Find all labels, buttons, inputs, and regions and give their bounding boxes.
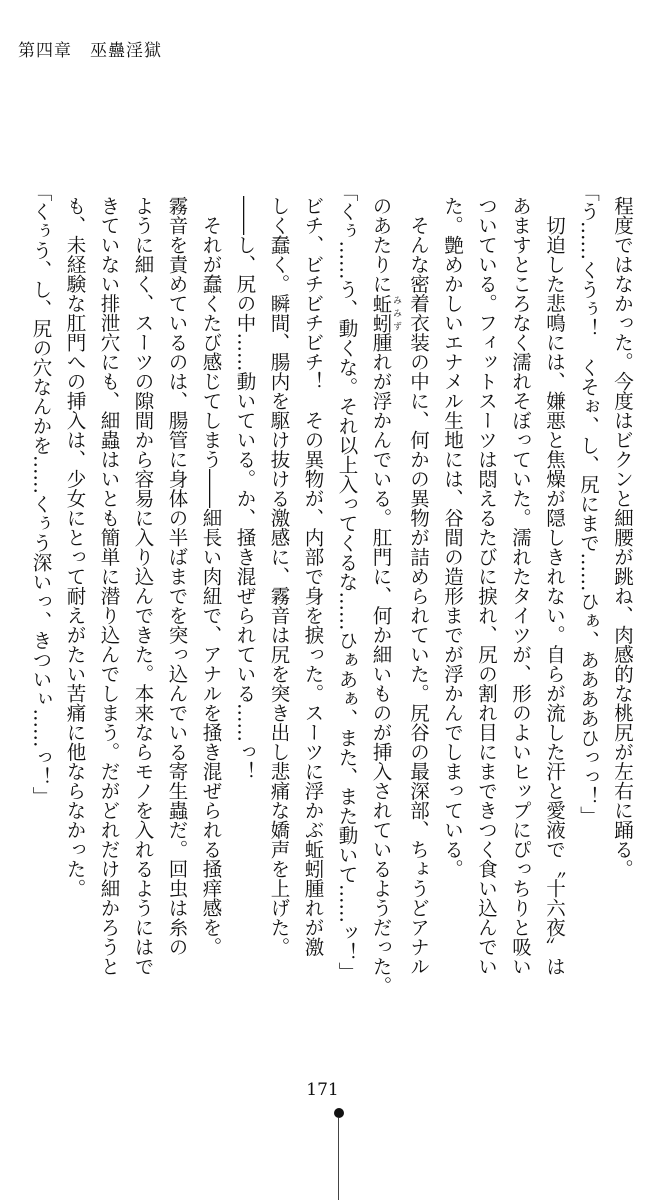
text-column: そんな密着衣装の中に、何かの異物が詰められていた。尻谷の最深部、ちょうどアナル	[407, 196, 430, 976]
text-column: た。艶めかしいエナメル生地には、谷間の造形までが浮かんでしまっている。	[441, 196, 464, 879]
ruby-reading: みみず	[391, 293, 401, 333]
page-number: 171	[306, 1080, 339, 1100]
text-column: あますところなく濡れそぼっていた。濡れたタイツが、形のよいヒップにぴっちりと吸い	[509, 196, 532, 976]
ruby-base: 蚯蚓	[369, 293, 393, 333]
text-column: ように細く、スーツの隙間から容易に入り込んできた。本来ならモノを入れるようにはで	[131, 196, 155, 976]
running-head-chapter-title: 第四章 巫蠱淫獄	[18, 41, 162, 61]
body-text	[24, 182, 640, 996]
text-column: きていない排泄穴にも、細蟲はいとも簡単に潜り込んでしまう。だがどれだけ細かろうと	[97, 196, 121, 976]
text-column: も、未経験な肛門への挿入は、少女にとって耐えがたい苦痛に他ならなかった。	[63, 196, 87, 898]
text-column: 切迫した悲鳴には、嫌悪と焦燥が隠しきれない。自らが流した汗と愛液で〝十六夜〟は	[543, 196, 566, 976]
text-column: 「くぅ……う、動くな。それ以上入ってくるな……ひぁあぁ、また、また動いて……ッ！」	[335, 182, 359, 982]
folio-line-ornament	[338, 1118, 339, 1200]
text-segment: のあたりに	[369, 196, 393, 294]
text-segment: 腫れが浮かんでいる。肛門に、何か細いものが挿入されているようだった。	[369, 332, 393, 996]
text-column: 「くぅう、し、尻の穴なんかを……くぅう深いっ、きついぃ……っ！」	[29, 182, 53, 806]
text-column: ついている。フィットスーツは悶えるたびに捩れ、尻の割れ目にまできつく食い込んでい	[475, 196, 498, 976]
text-column: 霧音を責めているのは、腸管に身体の半ばまでを突っ込んでいる寄生蟲だ。回虫は糸の	[165, 196, 189, 957]
text-column: それが蠢くたび感じてしまう――細長い肉紐で、アナルを掻き混ぜられる掻痒感を。	[199, 196, 223, 957]
text-column: ――し、尻の中……動いている。か、掻き混ぜられている……っ！	[233, 196, 257, 781]
text-column-with-ruby	[364, 196, 402, 996]
folio-dot-ornament	[334, 1108, 344, 1118]
text-column: ビチ、ビチビチビチ！ その異物が、内部で身を捩った。スーツに浮かぶ蚯蚓腫れが激	[301, 196, 325, 957]
ruby-annotation	[369, 293, 401, 333]
text-column: 「う……くうぅ！ くそぉ、し、尻にまで……ひぁ、ああああひっっ！」	[577, 182, 600, 826]
text-column: 程度ではなかった。今度はビクンと細腰が跳ね、肉感的な桃尻が左右に踊る。	[611, 196, 634, 879]
text-column: しく蠢く。瞬間、腸内を駆け抜ける激感に、霧音は尻を突き出し悲痛な嬌声を上げた。	[267, 196, 291, 957]
